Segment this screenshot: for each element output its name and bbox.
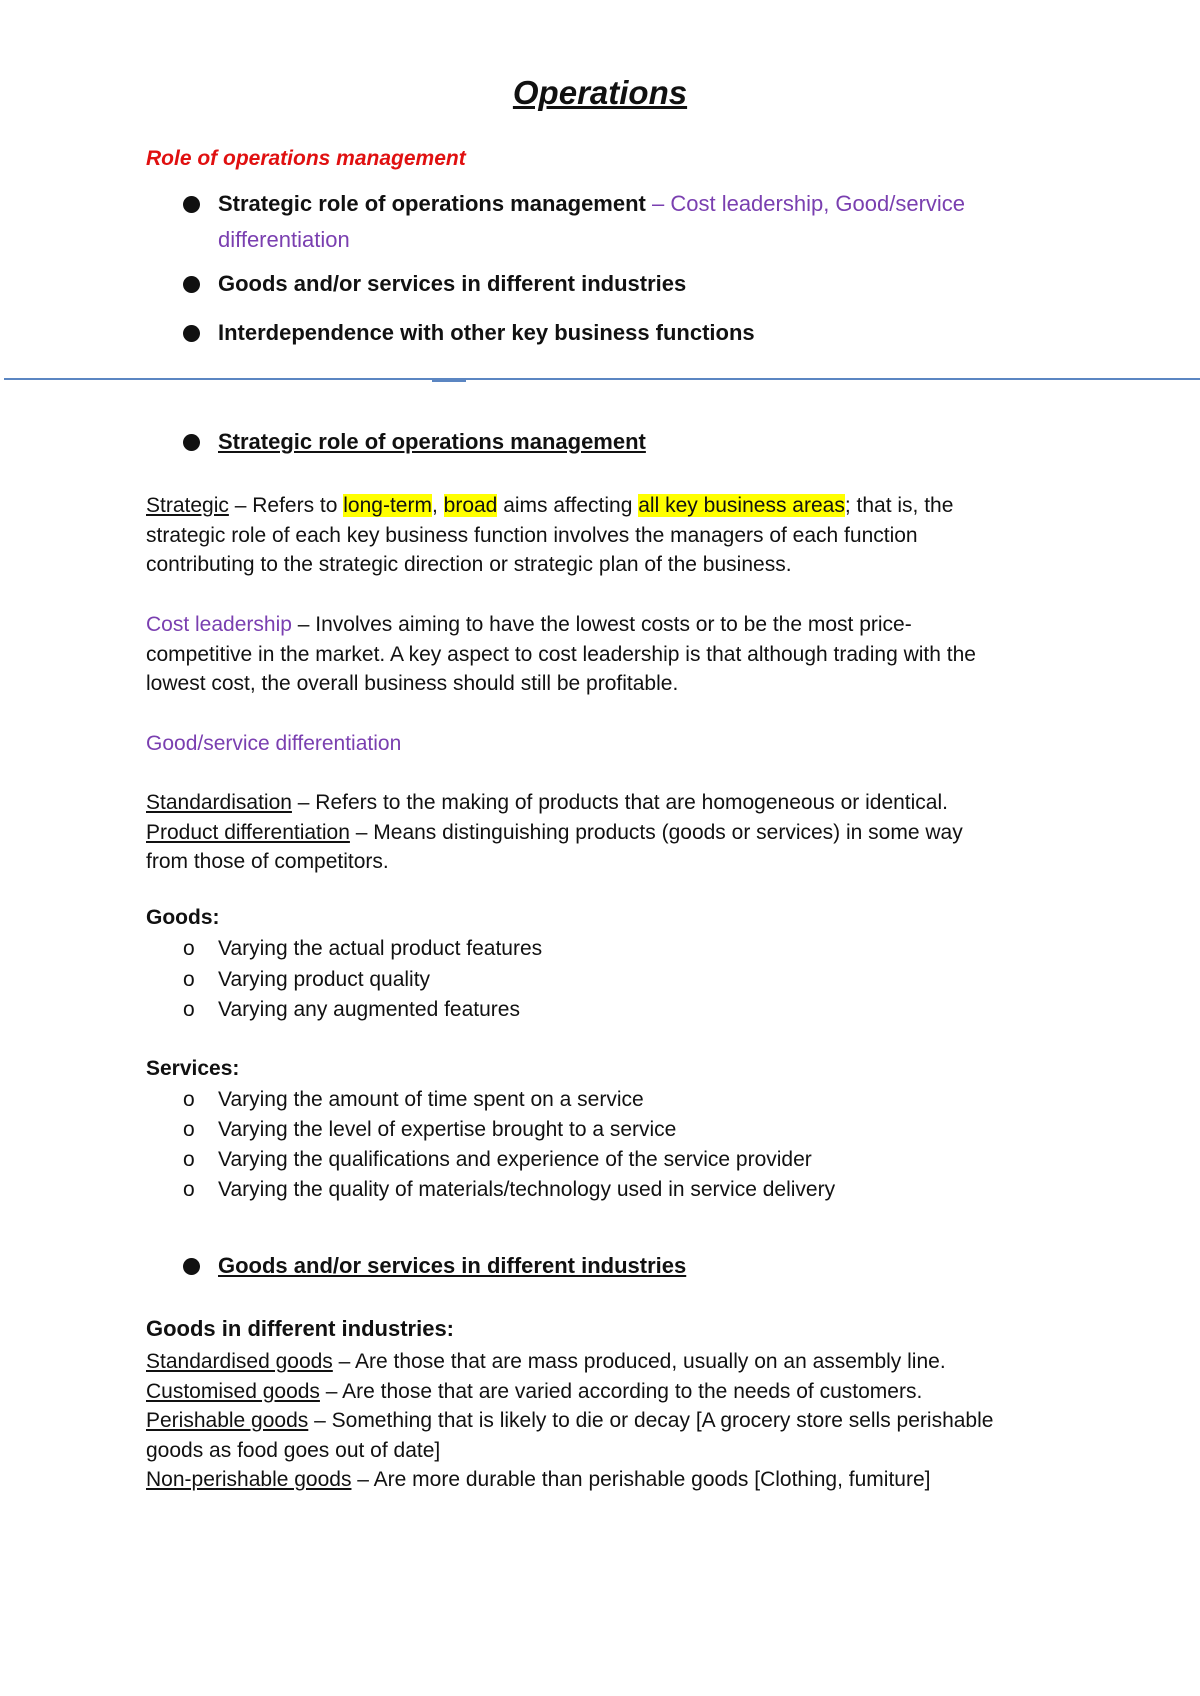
term-non-perishable-goods: Non-perishable goods [146, 1468, 352, 1491]
strategic-definition: Strategic – Refers to long-term, broad aims affecting all key business areas; that is, the strategic role of each key business function involves the managers of each function contributing to the strategic direction or strategic plan of the business. [146, 494, 954, 576]
circle-bullet-icon: o [183, 1118, 195, 1141]
circle-bullet-icon: o [183, 1148, 195, 1171]
horizontal-divider [4, 378, 1200, 380]
term-standardised-goods: Standardised goods [146, 1350, 333, 1373]
intro-bullet-3: Interdependence with other key business functions [218, 320, 755, 345]
bullet-icon [183, 1258, 200, 1275]
bullet-icon [183, 276, 200, 293]
good-service-differentiation-heading: Good/service differentiation [146, 732, 402, 755]
circle-bullet-icon: o [183, 1178, 195, 1201]
list-item: Varying the actual product features [218, 937, 543, 960]
cost-leadership-definition: Cost leadership – Involves aiming to have the lowest costs or to be the most price- competitive in the market. A key aspect to cost leadership is that although trading with the lowest cost, the overall business should still be profitable. [146, 613, 976, 695]
highlight: long-term [343, 494, 432, 517]
term-customised-goods: Customised goods [146, 1379, 320, 1403]
term-strategic: Strategic [146, 494, 229, 517]
bullet-icon [183, 434, 200, 451]
list-item: Varying any augmented features [218, 998, 520, 1021]
list-item: Varying the quality of materials/technology used in service delivery [218, 1178, 836, 1201]
highlight: all key business areas [638, 494, 845, 517]
term-product-differentiation: Product differentiation [146, 820, 350, 844]
intro-bullet-1: Strategic role of operations management – Cost leadership, Good/service [218, 191, 966, 216]
highlight: broad [443, 494, 498, 517]
section-heading-goods-services: Goods and/or services in different industries [218, 1253, 687, 1278]
list-item: Varying the level of expertise brought to a service [218, 1118, 677, 1141]
role-heading: Role of operations management [146, 147, 466, 170]
services-heading: Services: [146, 1057, 240, 1080]
intro-bullet-1-cont: differentiation [218, 227, 350, 252]
page-title: Operations [512, 74, 688, 111]
divider-accent [432, 379, 466, 382]
list-item: Varying product quality [218, 968, 431, 991]
section-heading-strategic-role: Strategic role of operations management [218, 429, 646, 454]
circle-bullet-icon: o [183, 1088, 195, 1111]
list-item: Varying the qualifications and experience of the service provider [218, 1148, 812, 1171]
term-perishable-goods: Perishable goods [146, 1409, 309, 1432]
circle-bullet-icon: o [183, 998, 195, 1021]
goods-types-definitions: Standardised goods – Are those that are mass produced, usually on an assembly line. Customised goods – Are those that are varied according to the needs of customers. Perishable goods – Something that is likely to die or decay [A grocery store sells perishable goods as food goes out of date] Non-perishable goods – Are more durable than perishable goods [Clothing, fumiture] [146, 1350, 994, 1491]
circle-bullet-icon: o [183, 968, 195, 991]
bullet-icon [183, 325, 200, 342]
differentiation-definitions: Standardisation – Refers to the making of products that are homogeneous or identical. Product differentiation – Means distinguishing products (goods or services) in some way from those of competitors. [146, 791, 963, 873]
goods-heading: Goods: [146, 906, 220, 929]
bullet-icon [183, 196, 200, 213]
term-standardisation: Standardisation [146, 791, 292, 814]
goods-industries-heading: Goods in different industries: [146, 1316, 455, 1341]
list-item: Varying the amount of time spent on a service [218, 1088, 644, 1111]
circle-bullet-icon: o [183, 937, 195, 960]
term-cost-leadership: Cost leadership [146, 613, 292, 636]
intro-bullet-2: Goods and/or services in different industries [218, 271, 687, 296]
